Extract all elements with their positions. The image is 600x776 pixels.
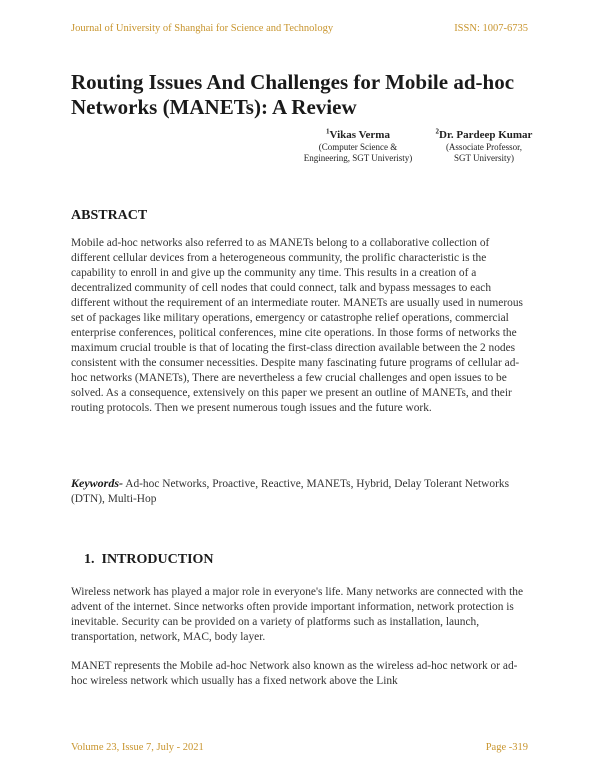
author-2	[414, 128, 554, 164]
abstract-text: Mobile ad-hoc networks also referred to as MANETs belong to a collaborative collection of different cellular devices from a heterogeneous community, the prolific characteristic is the capability to enroll in and give up the community any time. This results in a creation of a decentralized community of cell nodes that could connect, talk and bypass messages to each different without the requirement of an intermediate router. MANETs are usually used in numerous set of packages like military operations, emergency or catastrophe relief operations, commercial enterprise conferences, political conferences, mine cite operations. In those forms of networks the maximum crucial trouble is that of locating the first-class direction available between the 2 nodes consistent with the consumer necessities. Despite many fascinating future programs of cellular ad-hoc networks (MANETs), There are nevertheless a few crucial challenges and open issues to be solved. As a consequence, extensively on this paper we present an outline of MANETs, and their routing protocols. Then we present numerous tough issues and the future work.	[71, 237, 523, 414]
introduction-heading	[84, 552, 214, 568]
paper-title	[71, 70, 541, 120]
abstract-heading: ABSTRACT	[71, 208, 148, 223]
author-1-sup: 1	[326, 127, 330, 136]
footer-volume: Volume 23, Issue 7, July - 2021	[71, 742, 204, 753]
author-1-affiliation-1: (Computer Science &	[318, 142, 398, 152]
issn: ISSN: 1007-6735	[454, 23, 528, 34]
intro-paragraph-2: MANET represents the Mobile ad-hoc Network also known as the wireless ad-hoc network or ad-hoc wireless network which usually has a fixed network above the Link	[71, 660, 518, 687]
section-number: 1.	[84, 552, 95, 567]
intro-paragraph-1: Wireless network has played a major role in everyone's life. Many networks are connected with the advent of the internet. Since networks often provide important information, network protection is inevitable. Security can be provided on a variety of platforms such as installation, launch, transportation, network, MAC, body layer.	[71, 586, 523, 643]
author-1-name: Vikas Verma	[329, 129, 390, 141]
author-1	[288, 128, 428, 164]
author-2-sup: 2	[435, 127, 440, 136]
keywords	[71, 476, 531, 507]
keywords-text: Ad-hoc Networks, Proactive, Reactive, MANETs, Hybrid, Delay Tolerant Networks (DTN), Multi-Hop	[71, 478, 510, 505]
author-2-affiliation-2: SGT University)	[453, 153, 515, 163]
author-2-affiliation-1: (Associate Professor,	[445, 142, 523, 152]
author-2-name: Dr. Pardeep Kumar	[439, 129, 533, 141]
footer-page: Page -319	[485, 742, 528, 753]
journal-name: Journal of University of Shanghai for Science and Technology	[71, 23, 334, 34]
title-line-1: Routing Issues And Challenges for Mobile ad-hoc	[71, 70, 515, 94]
keywords-label: Keywords-	[71, 476, 123, 490]
title-line-2: Networks (MANETs): A Review	[71, 95, 357, 119]
author-1-affiliation-2: Engineering, SGT Univeristy)	[303, 153, 413, 163]
section-title: INTRODUCTION	[101, 552, 214, 567]
